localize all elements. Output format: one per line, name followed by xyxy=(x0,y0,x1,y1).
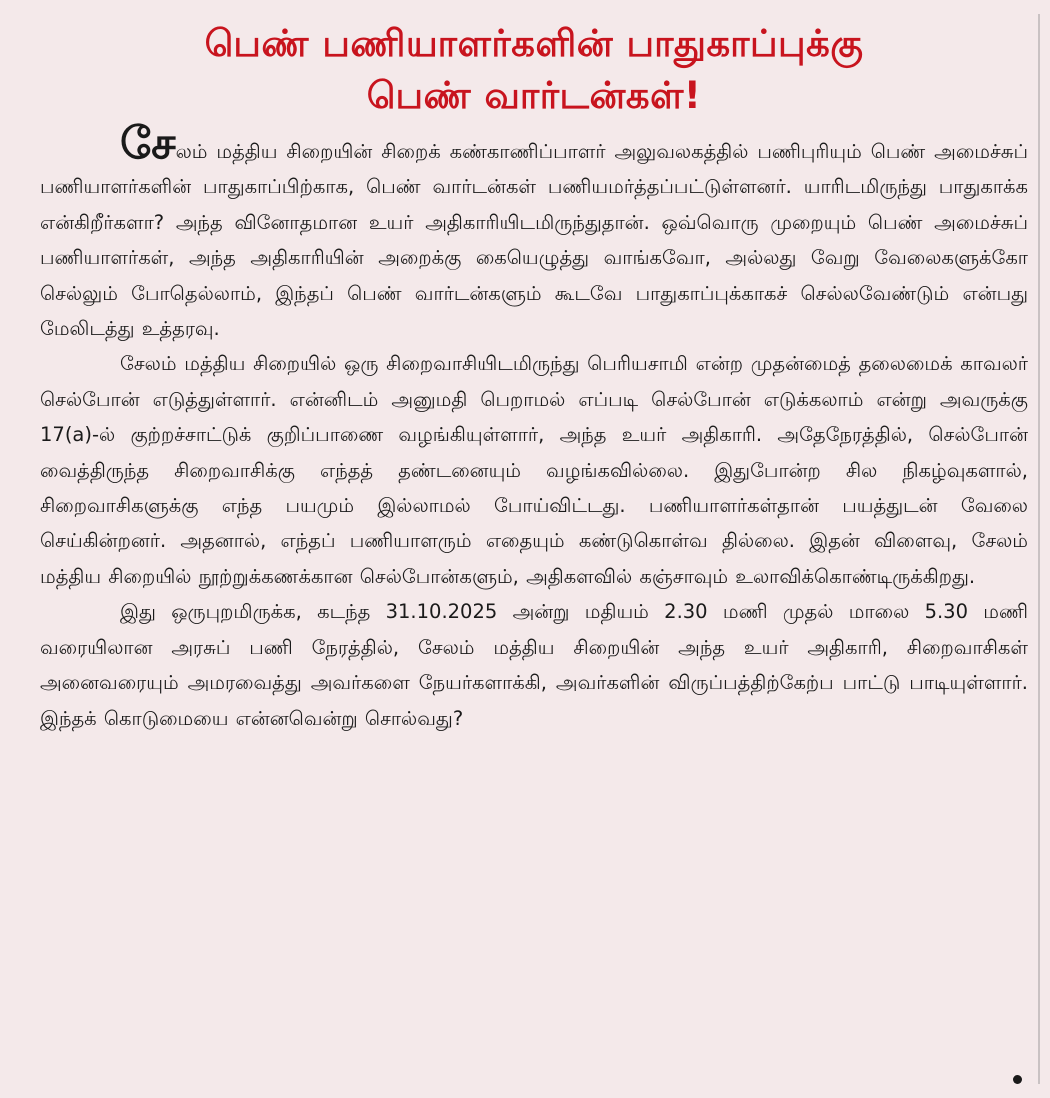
paragraph-3: இது ஒருபுறமிருக்க, கடந்த 31.10.2025 அன்று மதியம் 2.30 மணி முதல் மாலை 5.30 மணி வரையிலான அரசுப் பணி நேரத்தில், சேலம் மத்திய சிறையின் அந்த உயர் அதிகாரி, சிறைவாசிகள் அனைவரையும் அமரவைத்து அவர்களை நேயர்களாக்கி, அவர்களின் விருப்பத்திற்கேற்ப பாட்டு பாடியுள்ளார். இந்தக் கொடுமையை என்னவென்று சொல்வது? xyxy=(40,600,1028,730)
paragraph-1 xyxy=(40,118,1028,346)
headline-line-2: பெண் வார்டன்கள்! xyxy=(366,74,702,117)
headline xyxy=(40,18,1028,122)
drop-cap: சே xyxy=(120,118,176,169)
border-line xyxy=(1038,14,1040,1084)
paragraph-2: சேலம் மத்திய சிறையில் ஒரு சிறைவாசியிடமிருந்து பெரியசாமி என்ற முதன்மைத் தலைமைக் காவலர் செல்போன் எடுத்துள்ளார். என்னிடம் அனுமதி பெறாமல் எப்படி செல்போன் எடுக்கலாம் என்று அவருக்கு 17(a)-ல் குற்றச்சாட்டுக் குறிப்பாணை வழங்கியுள்ளார், அந்த உயர் அதிகாரி. அதேநேரத்தில், செல்போன் வைத்திருந்த சிறைவாசிக்கு எந்தத் தண்டனையும் வழங்கவில்லை. இதுபோன்ற சில நிகழ்வுகளால், சிறைவாசிகளுக்கு எந்த பயமும் இல்லாமல் போய்விட்டது. பணியாளர்கள்தான் பயத்துடன் வேலை செய்கின்றனர். அதனால், எந்தப் பணியாளரும் எதையும் கண்டுகொள்வ தில்லை. இதன் விளைவு, சேலம் மத்திய சிறையில் நூற்றுக்கணக்கான செல்போன்களும், அதிகளவில் கஞ்சாவும் உலாவிக்கொண்டிருக்கிறது. xyxy=(40,352,1028,588)
headline-line-1: பெண் பணியாளர்களின் பாதுகாப்புக்கு xyxy=(204,22,864,65)
end-bullet-icon xyxy=(1013,1075,1022,1084)
article-body xyxy=(40,118,1028,736)
paragraph-1-text: லம் மத்திய சிறையின் சிறைக் கண்காணிப்பாளர் அலுவலகத்தில் பணிபுரியும் பெண் அமைச்சுப் பணியாளர்களின் பாதுகாப்பிற்காக, பெண் வார்டன்கள் பணியமர்த்தப்பட்டுள்ளனர். யாரிடமிருந்து பாதுகாக்க என்கிறீர்களா? அந்த வினோதமான உயர் அதிகாரியிடமிருந்துதான். ஒவ்வொரு முறையும் பெண் அமைச்சுப் பணியாளர்கள், அந்த அதிகாரியின் அறைக்கு கையெழுத்து வாங்கவோ, அல்லது வேறு வேலைகளுக்கோ செல்லும் போதெல்லாம், இந்தப் பெண் வார்டன்களும் கூடவே பாதுகாப்புக்காகச் செல்லவேண்டும் என்பது மேலிடத்து உத்தரவு. xyxy=(40,140,1028,341)
